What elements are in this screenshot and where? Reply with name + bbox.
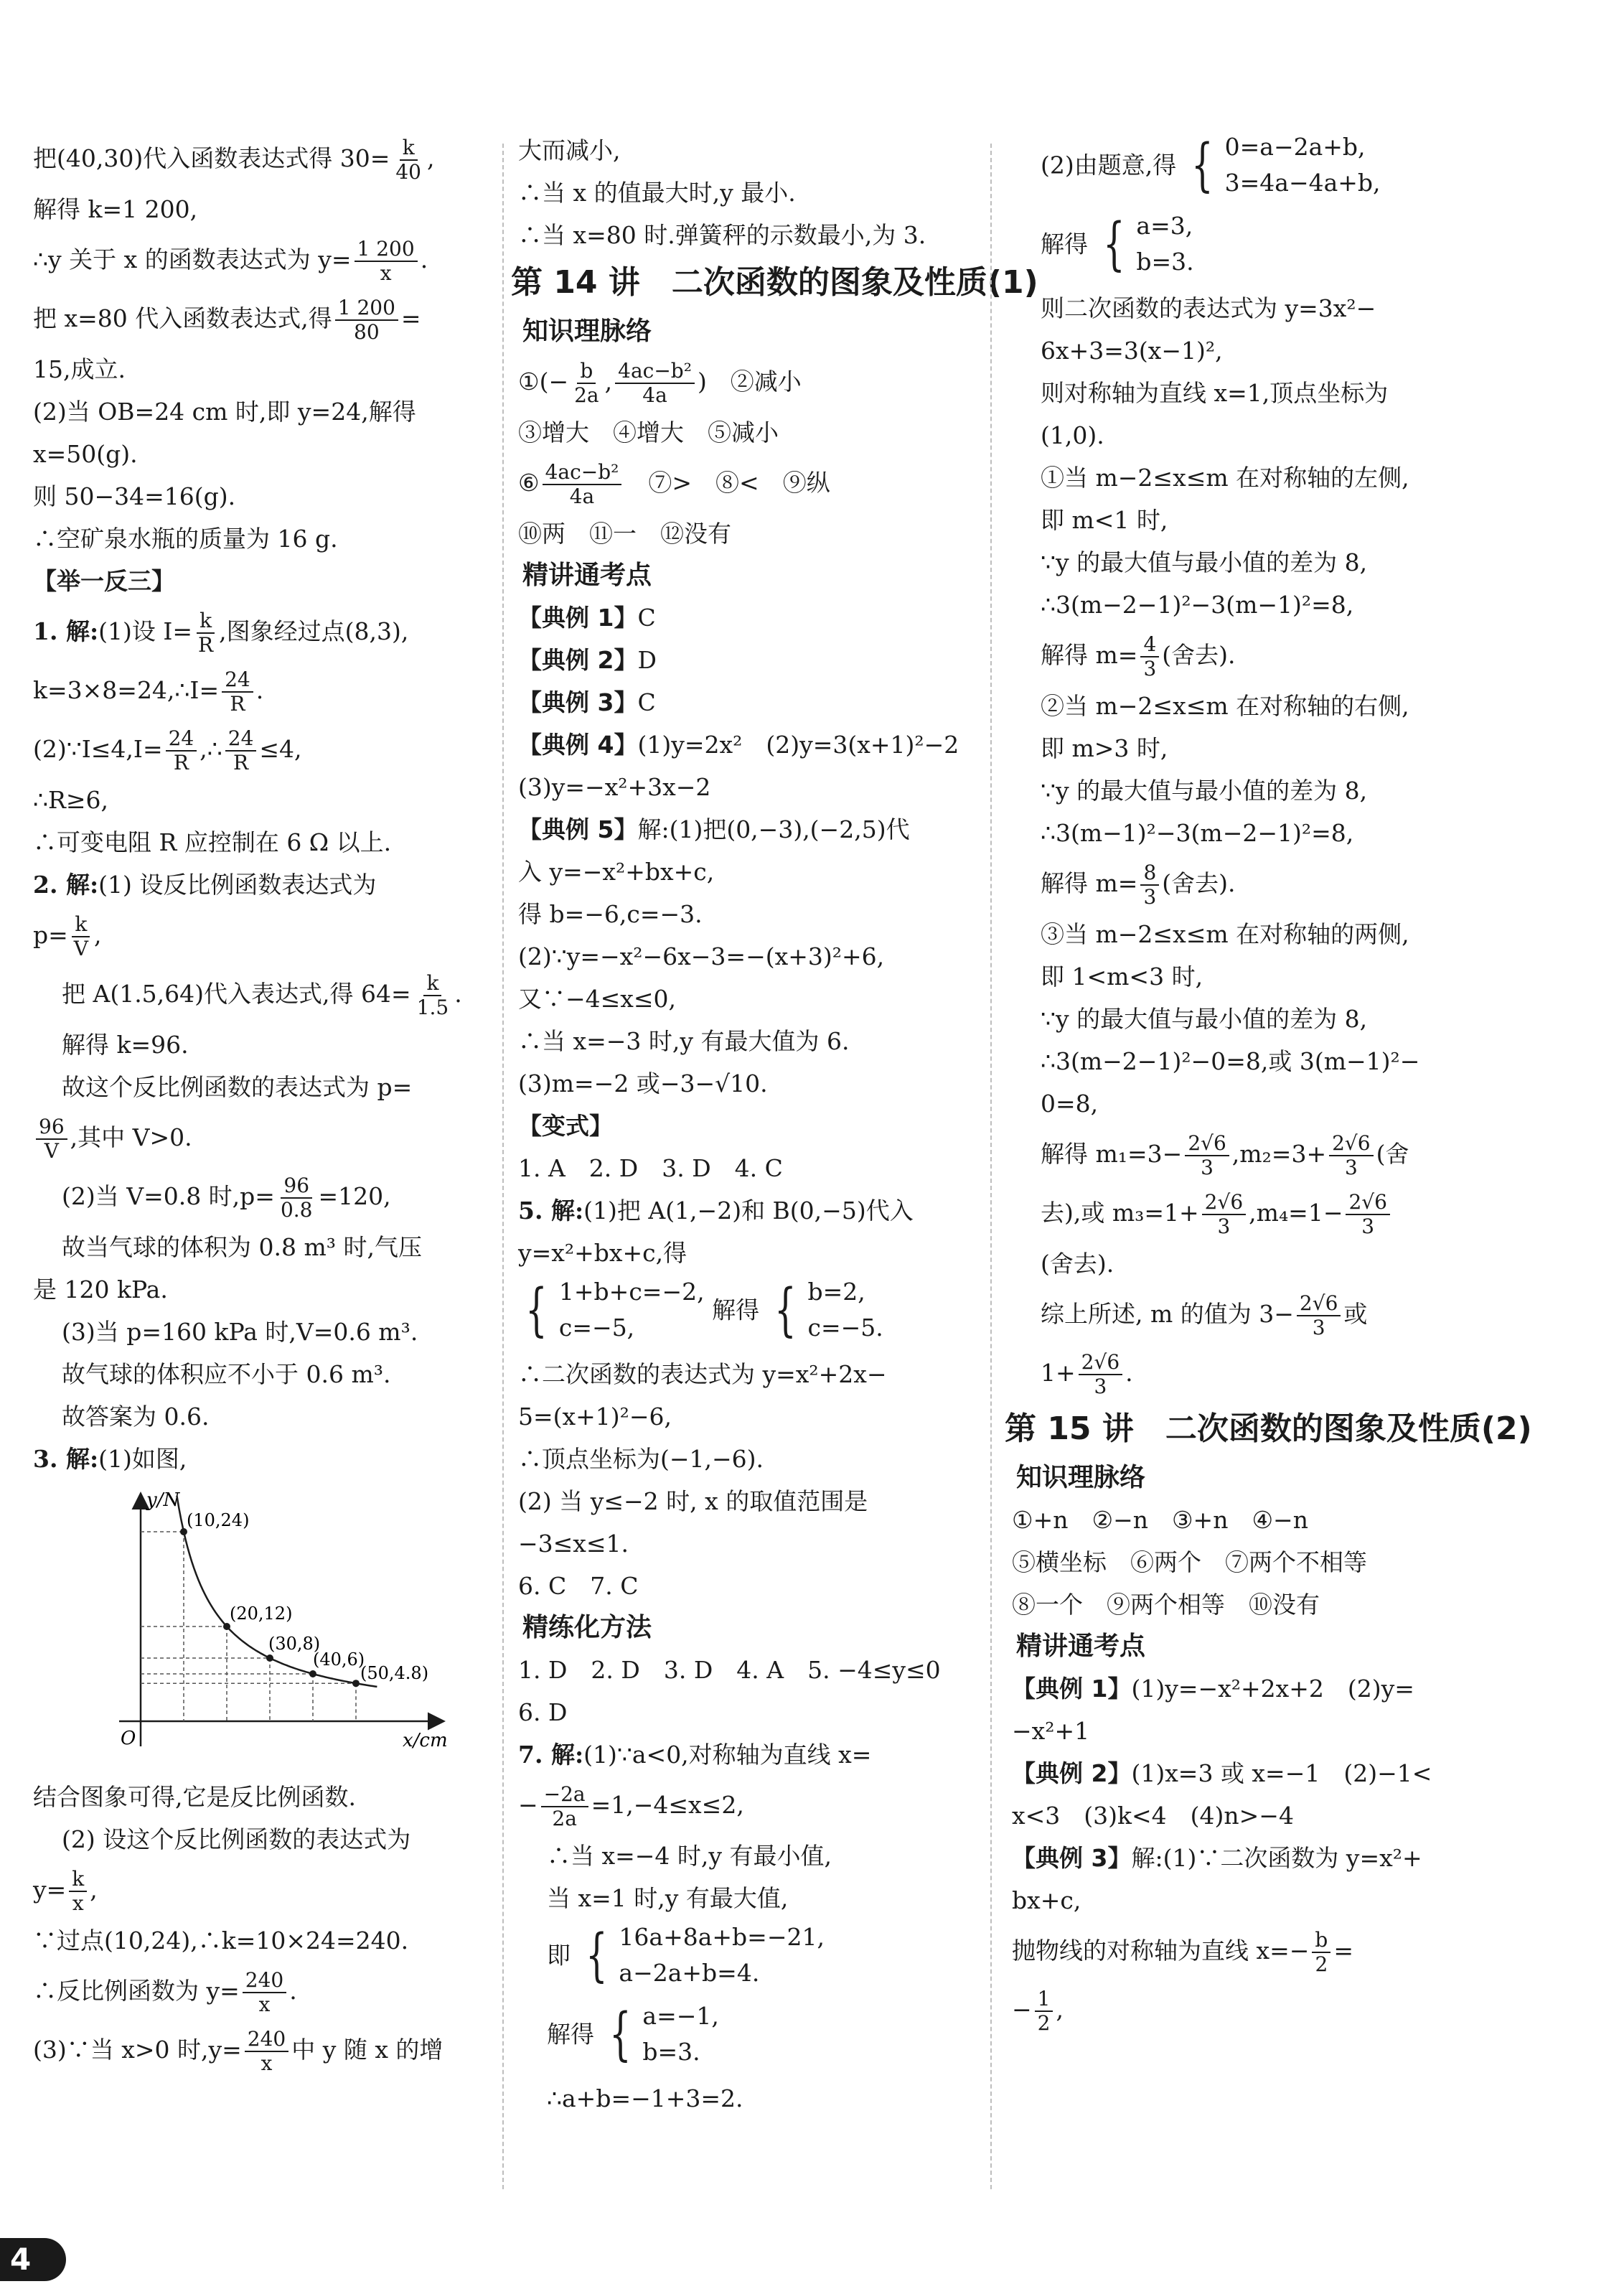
line: ①+n ②−n ③+n ④−n xyxy=(1012,1506,1308,1534)
lecture-15-title: 第 15 讲 二次函数的图象及性质(2) xyxy=(1005,1410,1532,1447)
line: (2)∵y=−x²−6x−3=−(x+3)²+6, xyxy=(518,942,885,970)
line: 1. D 2. D 3. D 4. A 5. −4≤y≤0 xyxy=(518,1656,941,1684)
line: 入 y=−x²+bx+c, xyxy=(518,858,715,886)
inverse-proportion-graph xyxy=(98,1484,456,1757)
column-divider xyxy=(502,144,504,2189)
line: 得 b=−6,c=−3. xyxy=(518,900,703,928)
x-axis-label: x/cm xyxy=(403,1730,448,1751)
subheading: 精讲通考点 xyxy=(522,561,652,590)
section-heading: 【举一反三】 xyxy=(33,567,175,595)
line: k=3×8=24,∴I= $\frac{24}{R}$ . xyxy=(33,668,264,716)
data-point xyxy=(223,1623,230,1630)
line: 则对称轴为直线 x=1,顶点坐标为 xyxy=(1041,379,1389,407)
line: ∵y 的最大值与最小值的差为 8, xyxy=(1041,777,1368,805)
line: 即 m<1 时, xyxy=(1041,506,1168,534)
data-point xyxy=(352,1680,360,1687)
point-label: (20,12) xyxy=(230,1604,293,1624)
line: ∴3(m−2−1)²−3(m−1)²=8, xyxy=(1041,591,1354,619)
line: 6. C 7. C xyxy=(518,1572,639,1600)
point-label: (50,4.8) xyxy=(360,1663,429,1684)
line: 去),或 m₃=1+ $\frac{2√6}{3}$ ,m₄=1− $\frac{2√6}{3}$ xyxy=(1012,1184,1471,1242)
line: 把(40,30)代入函数表达式得 30= $\frac{k}{40}$ , xyxy=(33,136,435,184)
line: 把 A(1.5,64)代入表达式,得 64= $\frac{k}{1.5}$ . xyxy=(62,971,462,1019)
y-axis-label: y/N xyxy=(146,1489,180,1511)
line: $\frac{96}{V}$ ,其中 V>0. xyxy=(33,1108,492,1167)
line: 【典例 3】解:(1)∵二次函数为 y=x²+ xyxy=(1012,1844,1422,1872)
column-3 xyxy=(1005,129,1532,2039)
line: ∴3(m−1)²−3(m−2−1)²=8, xyxy=(1041,819,1354,847)
line: (3)m=−2 或−3−√10. xyxy=(518,1069,768,1097)
point-label: (10,24) xyxy=(187,1510,250,1530)
line: 5=(x+1)²−6, xyxy=(518,1403,672,1431)
line: ∴反比例函数为 y= $\frac{240}{x}$ . xyxy=(33,1968,297,2016)
line: 综上所述, m 的值为 3− $\frac{2√6}{3}$ 或 xyxy=(1041,1291,1368,1339)
line: ∴y 关于 x 的函数表达式为 y= $\frac{1 200}{x}$ . xyxy=(33,237,428,285)
equation-system: 解得 { a=−1, b=3. xyxy=(547,2000,719,2067)
line: ∴可变电阻 R 应控制在 6 Ω 以上. xyxy=(33,828,392,856)
line: ∵y 的最大值与最小值的差为 8, xyxy=(1041,1005,1368,1033)
data-point xyxy=(266,1654,273,1662)
line: p= $\frac{k}{V}$ , xyxy=(33,912,102,960)
line: 解得 m₁=3− $\frac{2√6}{3}$ ,m₂=3+ $\frac{2√6}{3}$ (舍 xyxy=(1041,1131,1409,1179)
line: ①(− $\frac{b}{2a}$ , $\frac{\text{4ac−b²}}{4a}$ ) ②减小 xyxy=(518,359,802,407)
line: ∵过点(10,24),∴k=10×24=240. xyxy=(33,1927,409,1955)
data-points xyxy=(141,1510,428,1721)
line: ∴当 x=80 时.弹簧秤的示数最小,为 3. xyxy=(518,221,926,249)
line: bx+c, xyxy=(1012,1886,1081,1914)
line: (2) 设这个反比例函数的表达式为 xyxy=(62,1825,411,1853)
line: y=x²+bx+c,得 xyxy=(518,1239,687,1267)
line: 解得 k=96. xyxy=(62,1031,189,1059)
point-label: (40,6) xyxy=(313,1649,365,1670)
line: 0=8, xyxy=(1041,1090,1099,1118)
line: (2)当 OB=24 cm 时,即 y=24,解得 xyxy=(33,398,416,426)
origin-label: O xyxy=(121,1728,136,1749)
line: (2)∵I≤4,I= $\frac{24}{R}$ ,∴ $\frac{24}{R}$ ≤4, xyxy=(33,726,302,774)
point-label: (30,8) xyxy=(268,1634,321,1654)
equation-system: (2)由题意,得 { 0=a−2a+b, 3=4a−4a+b, xyxy=(1041,131,1381,198)
line: 【典例 1】C xyxy=(518,604,656,632)
line: 1+ $\frac{2√6}{3}$ . xyxy=(1041,1350,1133,1398)
line: (3)当 p=160 kPa 时,V=0.6 m³. xyxy=(62,1318,418,1346)
line: 又∵−4≤x≤0, xyxy=(518,985,677,1013)
line: ⑥ $\frac{\text{4ac−b²}}{4a}$ ⑦> ⑧< ⑨纵 xyxy=(518,460,830,508)
line: ∴顶点坐标为(−1,−6). xyxy=(518,1445,764,1473)
line: 抛物线的对称轴为直线 x=− $\frac{b}{2}$ = xyxy=(1012,1928,1353,1976)
section-heading: 【变式】 xyxy=(518,1112,613,1140)
line: (2)当 V=0.8 时,p= $\frac{96}{0.8}$ =120, xyxy=(62,1174,391,1222)
line: ③当 m−2≤x≤m 在对称轴的两侧, xyxy=(1041,920,1409,948)
line: (1,0). xyxy=(1041,421,1104,449)
line: 结合图象可得,它是反比例函数. xyxy=(33,1783,356,1811)
line: 解得 m= $\frac{4}{3}$ (舍去). xyxy=(1041,632,1236,680)
line: ∴当 x 的值最大时,y 最小. xyxy=(518,179,796,207)
line: ⑤横坐标 ⑥两个 ⑦两个不相等 xyxy=(1012,1548,1367,1576)
line: ∵y 的最大值与最小值的差为 8, xyxy=(1041,548,1368,576)
equation-system: 即 { 16a+8a+b=−21, a−2a+b=4. xyxy=(547,1921,825,1988)
line: ③增大 ④增大 ⑤减小 xyxy=(518,418,779,446)
line: (3)y=−x²+3x−2 xyxy=(518,773,711,801)
line: y= $\frac{k}{x}$ , xyxy=(33,1867,98,1915)
subheading: 知识理脉络 xyxy=(1016,1463,1146,1492)
line: 【典例 2】(1)x=3 或 x=−1 (2)−1< xyxy=(1012,1759,1432,1787)
line: (2) 当 y≤−2 时, x 的取值范围是 xyxy=(518,1487,868,1515)
line: 2. 解:(1) 设反比例函数表达式为 xyxy=(33,871,377,899)
line: 当 x=1 时,y 有最大值, xyxy=(547,1884,789,1912)
line: 故气球的体积应不小于 0.6 m³. xyxy=(62,1360,391,1388)
subheading: 精讲通考点 xyxy=(1016,1632,1146,1661)
line: 即 m>3 时, xyxy=(1041,734,1168,762)
line: − $\frac{1}{2}$ , xyxy=(1012,1987,1064,2035)
line: 【典例 1】(1)y=−x²+2x+2 (2)y= xyxy=(1012,1675,1414,1703)
line: 是 120 kPa. xyxy=(33,1275,168,1303)
line: ∴当 x=−3 时,y 有最大值为 6. xyxy=(518,1027,850,1055)
line: ⑩两 ⑪一 ⑫没有 xyxy=(518,520,731,548)
line: 则 50−34=16(g). xyxy=(33,482,236,510)
line: 把 x=80 代入函数表达式,得 $\frac{1 200}{80}$ = xyxy=(33,296,421,344)
line: x<3 (3)k<4 (4)n>−4 xyxy=(1012,1802,1294,1830)
line: − $\frac{-2a}{2a}$ =1,−4≤x≤2, xyxy=(518,1782,744,1830)
line: ①当 m−2≤x≤m 在对称轴的左侧, xyxy=(1041,464,1409,492)
line: 则二次函数的表达式为 y=3x²− xyxy=(1041,294,1376,322)
data-point xyxy=(309,1670,316,1677)
line: ⑧一个 ⑨两个相等 ⑩没有 xyxy=(1012,1591,1320,1619)
line: 5. 解:(1)把 A(1,−2)和 B(0,−5)代入 xyxy=(518,1197,914,1225)
line: 1. A 2. D 3. D 4. C xyxy=(518,1154,783,1182)
line: 15,成立. xyxy=(33,355,126,383)
line: 6x+3=3(x−1)², xyxy=(1041,337,1223,365)
line: −3≤x≤1. xyxy=(518,1530,629,1558)
line: 【典例 4】(1)y=2x² (2)y=3(x+1)²−2 xyxy=(518,731,959,759)
line: x=50(g). xyxy=(33,440,138,468)
column-divider xyxy=(990,144,992,2189)
lecture-14-title: 第 14 讲 二次函数的图象及性质(1) xyxy=(511,264,1038,301)
line: 【典例 2】D xyxy=(518,646,657,674)
line: ∴当 x=−4 时,y 有最小值, xyxy=(547,1842,832,1870)
line: ∴a+b=−1+3=2. xyxy=(547,2084,743,2112)
equation-system: 解得 { a=3, b=3. xyxy=(1041,210,1194,277)
line: 故答案为 0.6. xyxy=(62,1403,210,1431)
line: 6. D xyxy=(518,1698,568,1726)
line: 解得 k=1 200, xyxy=(33,195,198,223)
column-1 xyxy=(33,129,492,2079)
line: 故当气球的体积为 0.8 m³ 时,气压 xyxy=(62,1233,422,1261)
line: 故这个反比例函数的表达式为 p= xyxy=(62,1073,413,1101)
line: (舍去). xyxy=(1041,1250,1114,1278)
line: 7. 解:(1)∵a<0,对称轴为直线 x= xyxy=(518,1741,872,1769)
line: ∴R≥6, xyxy=(33,786,108,814)
page-number: 4 xyxy=(0,2238,66,2281)
subheading: 精练化方法 xyxy=(522,1613,652,1642)
line: 即 1<m<3 时, xyxy=(1041,963,1203,991)
line: −x²+1 xyxy=(1012,1717,1090,1745)
subheading: 知识理脉络 xyxy=(522,317,652,346)
line: ∴空矿泉水瓶的质量为 16 g. xyxy=(33,525,338,553)
line: 解得 m= $\frac{8}{3}$ (舍去). xyxy=(1041,861,1236,909)
line: 大而减小, xyxy=(518,136,621,164)
line: 3. 解:(1)如图, xyxy=(33,1445,187,1473)
line: ∴3(m−2−1)²−0=8,或 3(m−1)²− xyxy=(1041,1047,1420,1075)
line: 1. 解:(1)设 I= $\frac{k}{R}$ ,图象经过点(8,3), xyxy=(33,609,409,657)
equation-system: { 1+b+c=−2, c=−5, 解得 { b=2, c=−5. xyxy=(525,1276,883,1343)
line: ②当 m−2≤x≤m 在对称轴的右侧, xyxy=(1041,692,1409,720)
line: (3)∵当 x>0 时,y= $\frac{240}{x}$ 中 y 随 x 的增 xyxy=(33,2027,443,2075)
line: 【典例 3】C xyxy=(518,688,656,716)
line: 【典例 5】解:(1)把(0,−3),(−2,5)代 xyxy=(518,815,910,843)
line: ∴二次函数的表达式为 y=x²+2x− xyxy=(518,1360,887,1388)
